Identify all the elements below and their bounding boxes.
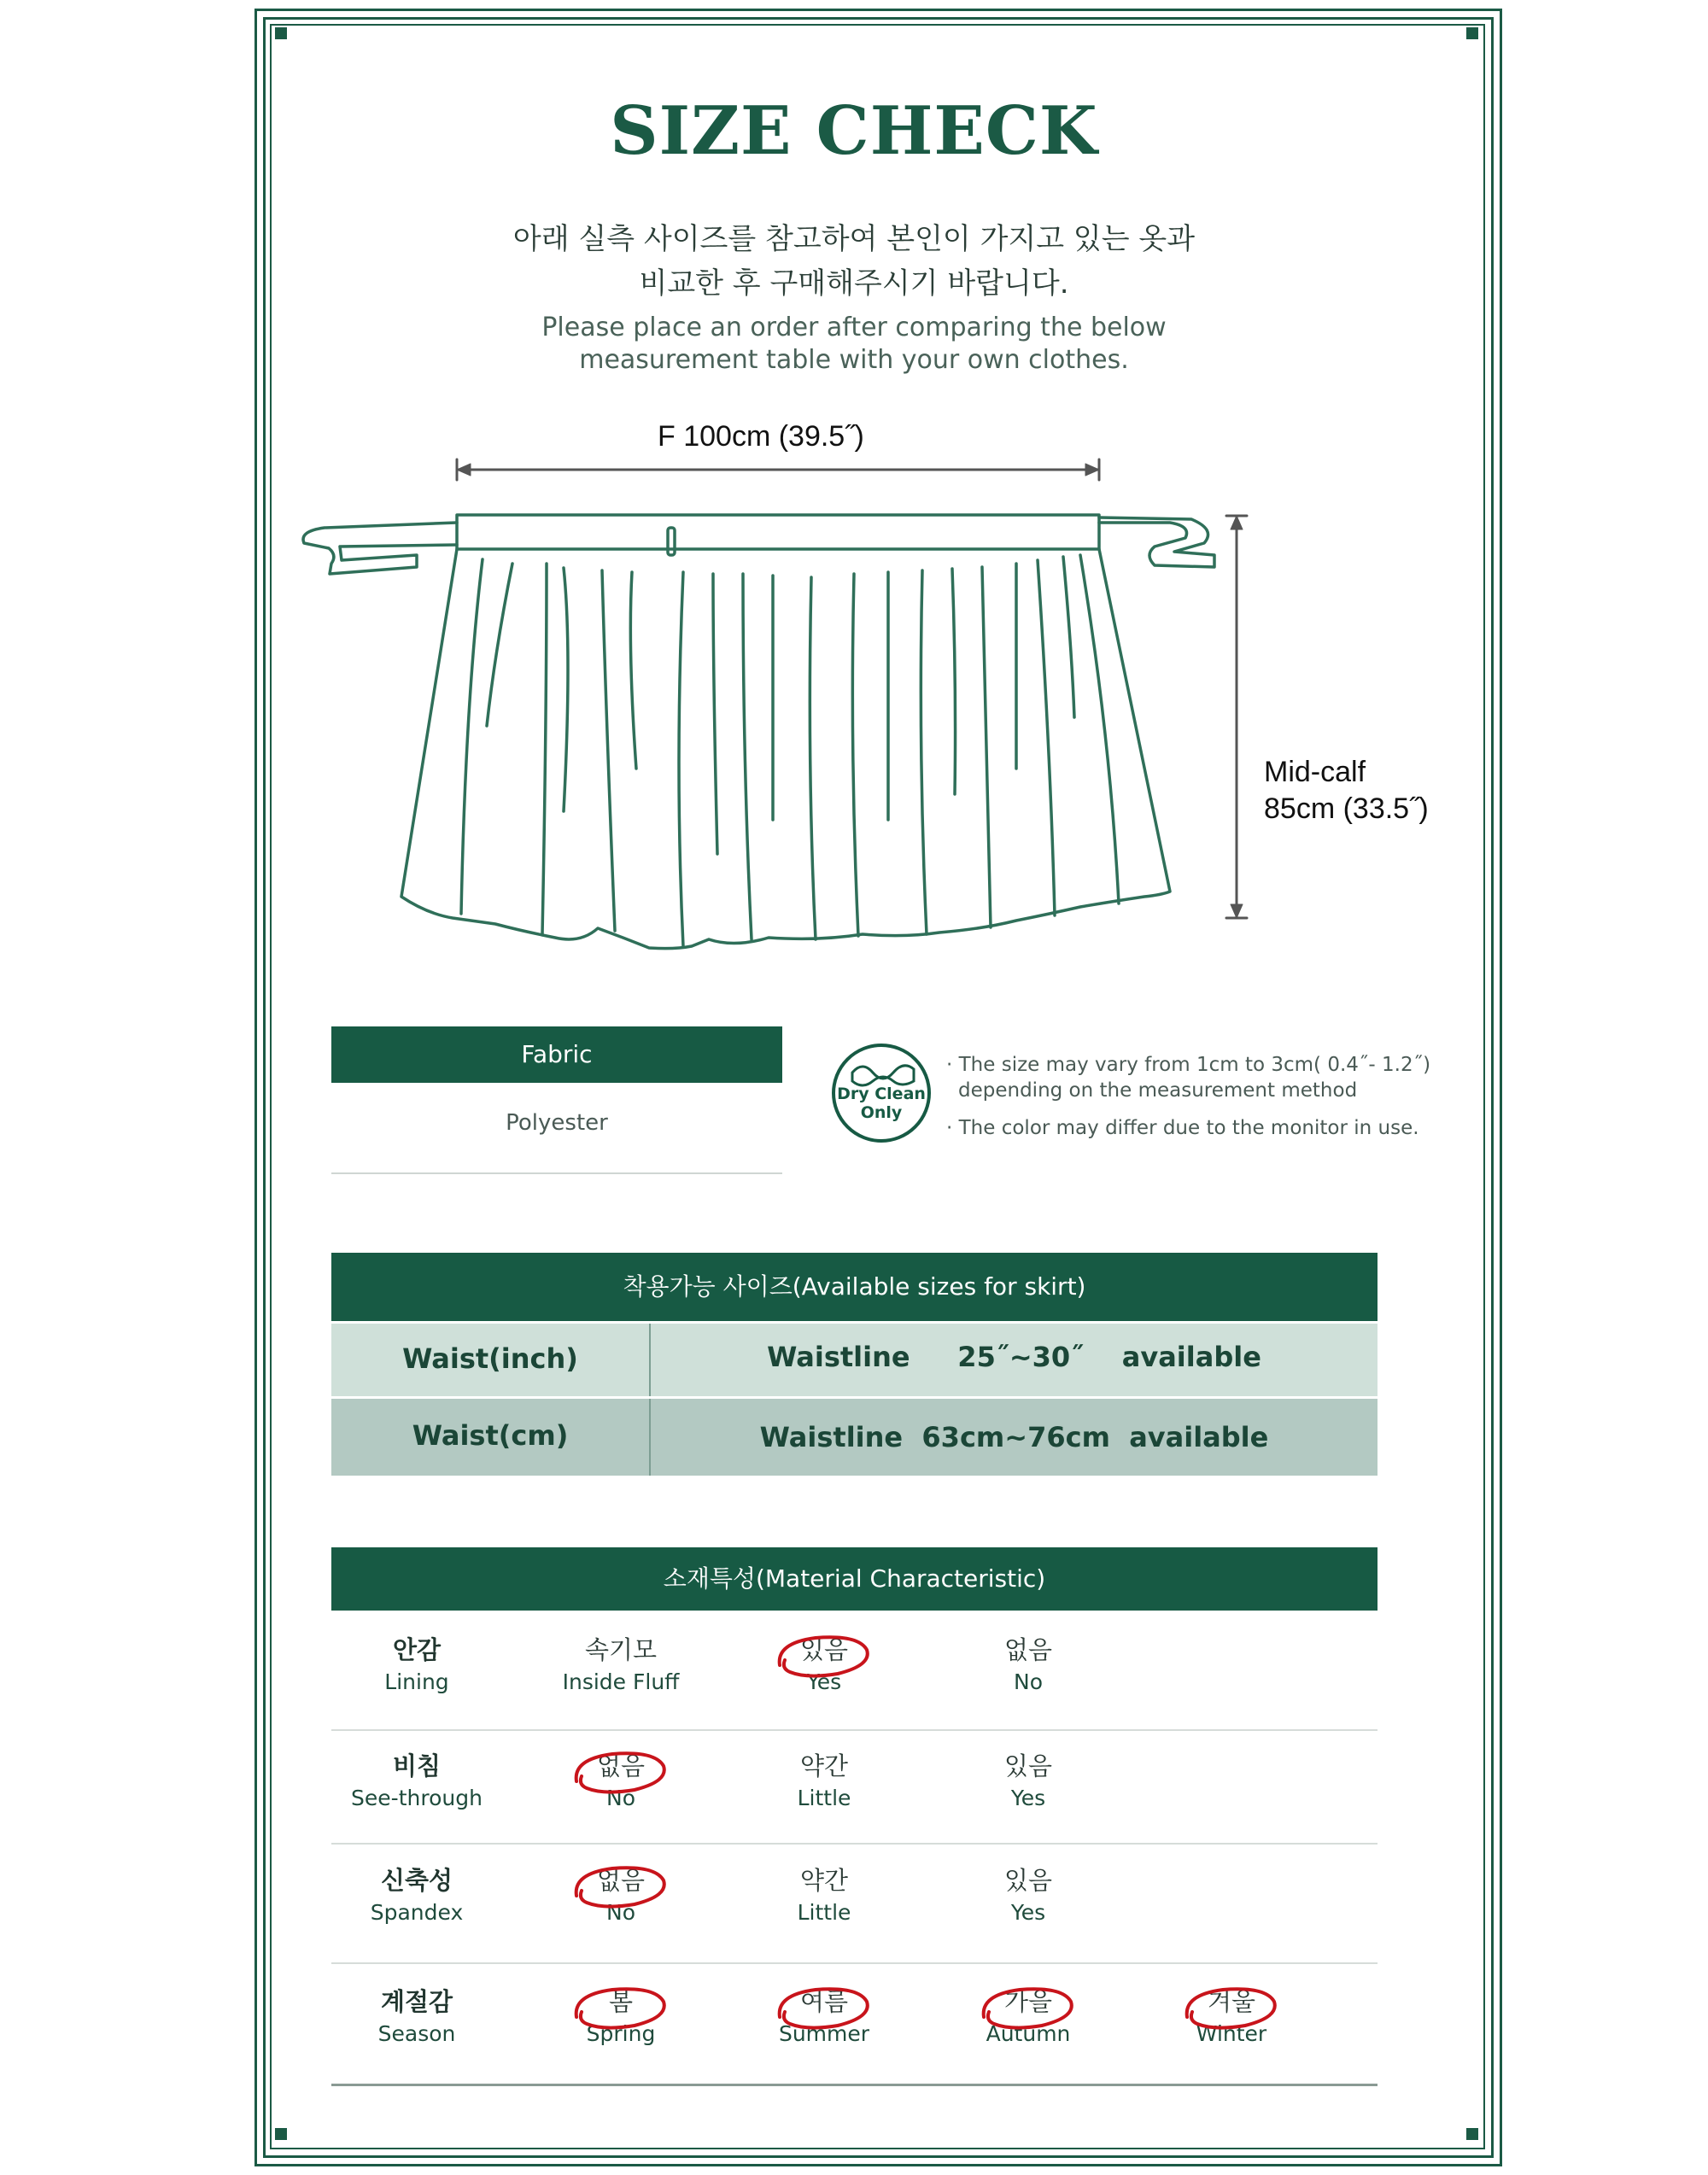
material-label-kr: 비침 [392,1751,442,1780]
sizes-header: 착용가능 사이즈(Available sizes for skirt) [331,1253,1378,1321]
material-row-label [331,1863,502,1928]
material-option-kr: 있음 [1003,1866,1053,1895]
material-option-en: Autumn [986,2021,1071,2046]
material-option [739,1633,910,1698]
material-option-en: Little [797,1786,851,1810]
material-label-en: Lining [384,1669,449,1694]
dry-clean-label [828,1085,934,1122]
material-option-en: Summer [778,2021,870,2046]
material-option-kr: 겨울 [1207,1987,1256,2016]
right-tie [1099,517,1214,567]
material-option-en: Spring [586,2021,656,2046]
material-option [739,1985,910,2049]
size-row-cm [331,1399,1378,1476]
material-option-en: Yes [1010,1786,1046,1810]
material-option [739,1749,910,1814]
material-option [535,1863,706,1928]
waistband [457,515,1099,549]
material-label-en: Season [377,2021,456,2046]
length-measurement: 85cm (33.5˝) [1264,792,1429,825]
material-row-divider [331,2084,1378,2086]
material-option-en: No [606,1786,635,1810]
material-option [535,1749,706,1814]
intro-korean-line-1: 아래 실측 사이즈를 참고하여 본인이 가지고 있는 옷과 [512,222,1196,256]
fabric-divider [331,1172,782,1174]
material-option [535,1633,706,1698]
material-option [1146,1985,1317,2049]
material-label-en: Spandex [370,1900,464,1925]
intro-korean-line-2: 비교한 후 구매해주시기 바랍니다. [639,266,1069,301]
size-row-label: Waist(inch) [402,1342,578,1375]
size-row-inch [331,1324,1378,1396]
dry-clean-line-1: Dry Clean [837,1085,926,1103]
material-option-kr: 있음 [799,1635,849,1664]
material-option-kr: 약간 [799,1751,849,1780]
material-option-kr: 없음 [596,1866,646,1895]
material-row-divider [331,1729,1378,1731]
material-option-en: Inside Fluff [562,1669,680,1694]
material-option-en: Winter [1196,2021,1267,2046]
material-row-divider [331,1843,1378,1845]
material-option-kr: 가을 [1003,1987,1053,2016]
skirt-illustration [0,0,1708,965]
size-row-value: Waistline 25˝~30˝ available [767,1341,1261,1373]
material-option-en: No [606,1900,635,1925]
note-size-variance-line-2: depending on the measurement method [958,1079,1358,1102]
material-option-en: Little [797,1900,851,1925]
material-option-en: Yes [806,1669,842,1694]
left-tie [303,523,457,574]
intro-english-line-2: measurement table with your own clothes. [579,345,1129,375]
material-option-kr: 속기모 [584,1635,658,1664]
size-row-label: Waist(cm) [412,1419,569,1452]
length-label: Mid-calf [1264,756,1366,788]
fabric-header: Fabric [331,1026,782,1083]
material-row-label [331,1985,502,2049]
material-label-kr: 계절감 [380,1987,453,2016]
material-option [943,1749,1114,1814]
material-option [535,1985,706,2049]
material-option-kr: 여름 [799,1987,849,2016]
material-label-kr: 신축성 [380,1866,453,1895]
material-option-kr: 있음 [1003,1751,1053,1780]
material-option-en: Yes [1010,1900,1046,1925]
material-option-kr: 봄 [608,1987,633,2016]
material-header: 소재특성(Material Characteristic) [331,1547,1378,1611]
note-size-variance-line-1: · The size may vary from 1cm to 3cm( 0.4˝- 1.2˝) [946,1054,1431,1076]
material-option [943,1633,1114,1698]
material-row-divider [331,1962,1378,1964]
material-row-label [331,1749,502,1814]
note-size-variance [946,1052,1430,1103]
material-option-kr: 없음 [596,1751,646,1780]
dry-clean-line-2: Only [860,1103,903,1122]
material-option [943,1863,1114,1928]
material-label-en: See-through [351,1786,483,1810]
fabric-value: Polyester [506,1110,608,1136]
intro-english-line-1: Please place an order after comparing the below [541,313,1167,342]
corner-square [1466,2128,1478,2140]
material-option [943,1985,1114,2049]
material-row-label [331,1633,502,1698]
material-option-en: No [1014,1669,1043,1694]
material-label-kr: 안감 [392,1635,442,1664]
corner-square [275,2128,287,2140]
page-title: SIZE CHECK [610,92,1098,170]
material-option-kr: 약간 [799,1866,849,1895]
size-row-value: Waistline 63cm~76cm available [759,1421,1269,1453]
width-measurement: F 100cm (39.5˝) [658,420,864,453]
material-option-kr: 없음 [1003,1635,1053,1664]
material-option [739,1863,910,1928]
note-color-difference: · The color may differ due to the monitor in use. [946,1117,1419,1139]
